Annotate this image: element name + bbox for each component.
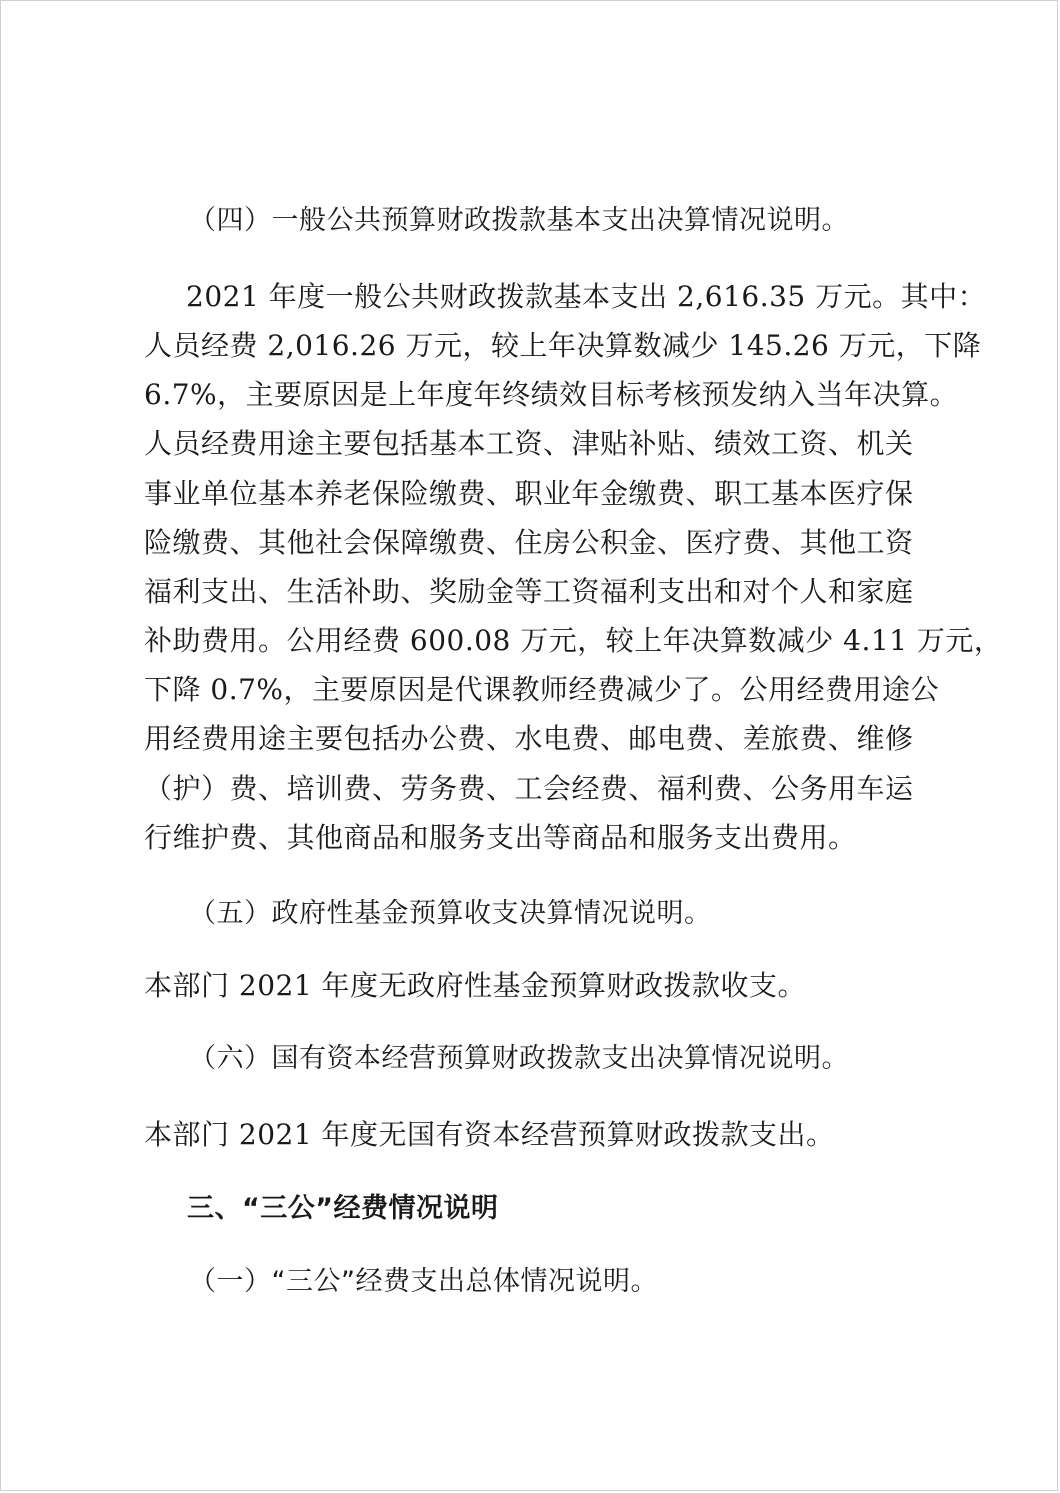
paragraph-line: 险缴费、其他社会保障缴费、住房公积金、医疗费、其他工资 [144, 526, 914, 559]
paragraph-line: 下降 0.7%，主要原因是代课教师经费减少了。公用经费用途公 [144, 673, 940, 706]
part-3-heading: 三、“三公”经费情况说明 [187, 1193, 499, 1224]
paragraph-line: 2021 年度一般公共财政拨款基本支出 2,616.35 万元。其中： [186, 280, 987, 313]
section-6-heading: （六）国有资本经营预算财政拨款支出决算情况说明。 [189, 1043, 849, 1074]
paragraph-line: （护）费、培训费、劳务费、工会经费、福利费、公务用车运 [144, 772, 914, 805]
paragraph-line: 补助费用。公用经费 600.08 万元，较上年决算数减少 4.11 万元， [144, 624, 1003, 657]
paragraph-line: 人员经费用途主要包括基本工资、津贴补贴、绩效工资、机关 [144, 427, 914, 460]
paragraph-line: 用经费用途主要包括办公费、水电费、邮电费、差旅费、维修 [144, 722, 914, 755]
paragraph-line: 福利支出、生活补助、奖励金等工资福利支出和对个人和家庭 [144, 575, 914, 608]
section-5-heading: （五）政府性基金预算收支决算情况说明。 [189, 898, 712, 929]
paragraph-line: 行维护费、其他商品和服务支出等商品和服务支出费用。 [144, 821, 857, 854]
section-4-heading: （四）一般公共预算财政拨款基本支出决算情况说明。 [189, 205, 849, 236]
paragraph-line: 事业单位基本养老保险缴费、职业年金缴费、职工基本医疗保 [144, 477, 914, 510]
paragraph-line: 6.7%，主要原因是上年度年终绩效目标考核预发纳入当年决算。 [144, 378, 959, 411]
section-5-body: 本部门 2021 年度无政府性基金预算财政拨款收支。 [144, 969, 807, 1002]
section-6-body: 本部门 2021 年度无国有资本经营预算财政拨款支出。 [144, 1118, 835, 1151]
part-3-sub1-heading: （一）“三公”经费支出总体情况说明。 [189, 1266, 658, 1297]
paragraph-line: 人员经费 2,016.26 万元，较上年决算数减少 145.26 万元，下降 [144, 329, 982, 362]
